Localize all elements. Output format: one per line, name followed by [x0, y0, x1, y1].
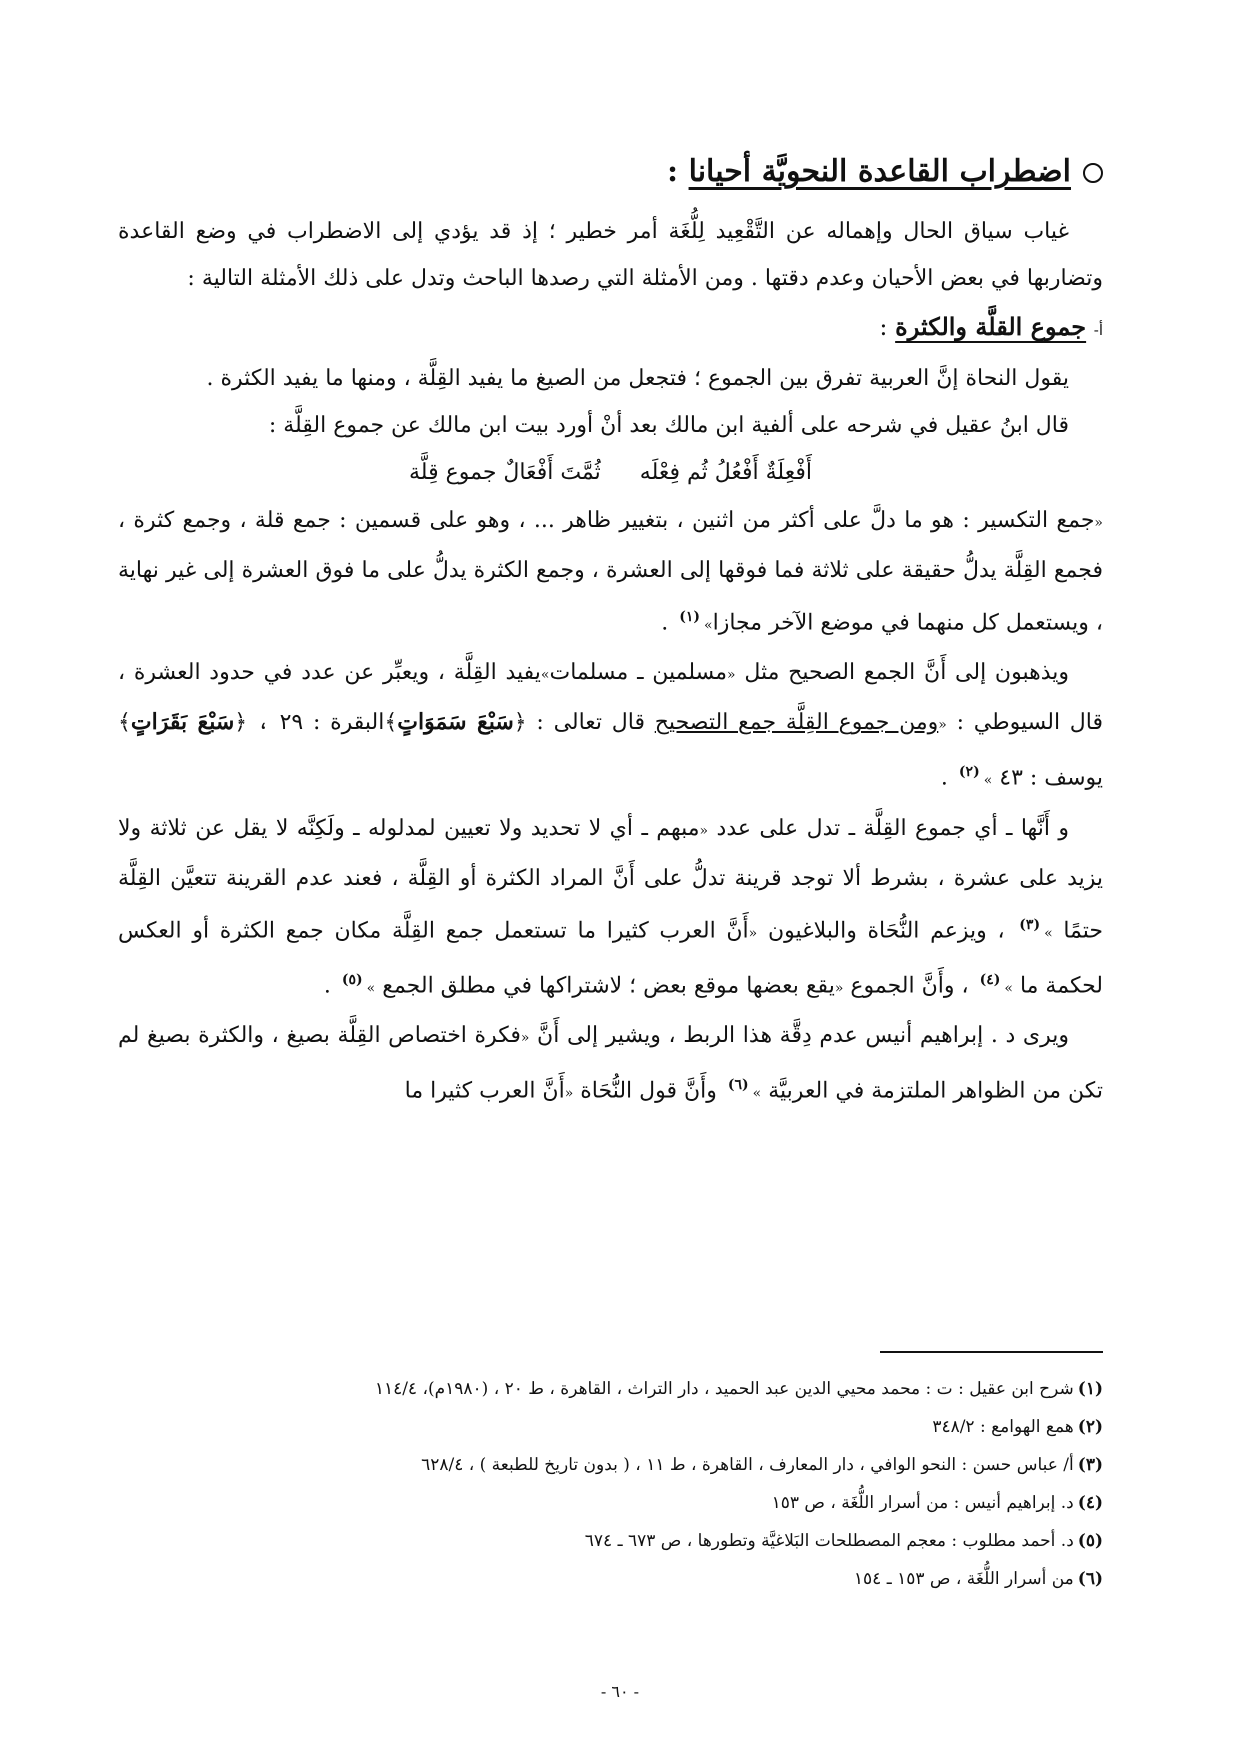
quote-mark: » [1044, 924, 1053, 941]
footnote-number: (٥) [1077, 1531, 1103, 1551]
footnote-2 [118, 1408, 1103, 1446]
footnote-number: (٣) [1077, 1455, 1103, 1475]
text-run: قال تعالى : ﴿ [513, 710, 655, 736]
footnote-1 [118, 1370, 1103, 1408]
footnote-ref-2[interactable]: (٢) [958, 764, 980, 781]
paragraph-4 [118, 497, 1103, 649]
text-run: ﴾البقرة : ٢٩ ، ﴿ [234, 710, 398, 736]
text-run: مبهم ـ أي لا تحديد ولا تعيين لمدلوله ـ ولَكِنَّه لا يقل عن ثلاثة ولا يزيد على عشرة ، بشرط ألا توجد قرينة تدلُّ على أَنَّ المراد الكثرة أو القِلَّة ، فعند عدم القرينة تتعيَّن القِلَّة حتمًا [118, 815, 1104, 943]
quote-mark: » [1004, 980, 1013, 997]
paragraph-5 [118, 649, 1103, 804]
sentence-end: . [661, 610, 676, 636]
footnote-ref-1[interactable]: (١) [679, 609, 701, 625]
footnote-text: د. أحمد مطلوب : معجم المصطلحات البَلاغيَّة وتطورها ، ص ٦٧٣ ـ ٦٧٤ [584, 1531, 1074, 1551]
text-run: مسلمين ـ مسلمات [549, 660, 728, 686]
subheading-suffix: : [879, 313, 896, 341]
footnote-5 [118, 1522, 1103, 1560]
footnote-ref-4[interactable]: (٤) [979, 971, 1001, 988]
quote-mark: » [983, 772, 993, 789]
footnote-text: د. إبراهيم أنيس : من أسرار اللُّغَة ، ص ١٥٣ [771, 1493, 1074, 1513]
footnote-4 [118, 1484, 1103, 1522]
circle-bullet-icon [1083, 163, 1103, 183]
paragraph-2: يقول النحاة إنَّ العربية تفرق بين الجموع ؛ فتجعل من الصيغ ما يفيد القِلَّة ، ومنها ما يفيد الكثرة . [206, 366, 1069, 391]
footnote-number: (٢) [1077, 1417, 1103, 1437]
text-run: يفيد القِلَّة ، ويعبِّر عن عدد في حدود العشرة ، قال السيوطي : [118, 660, 1104, 736]
underlined-quote: ومن جموع القِلَّة جمع التصحيح [654, 710, 939, 736]
paragraph-1: غياب سياق الحال وإهماله عن التَّقْعِيد لِلُّغَة أمر خطير ؛ إذ قد يؤدي إلى الاضطراب في وضع القاعدة وتضاربها في بعض الأحيان وعدم دقتها . ومن الأمثلة التي رصدها الباحث وتدل على ذلك الأمثلة التالية : [118, 219, 1103, 291]
quote-text: جمع التكسير : هو ما دلَّ على أكثر من اثنين ، بتغيير ظاهر ... ، وهو على قسمين : جمع قلة ، وجمع كثرة ، فجمع القِلَّة يدلُّ حقيقة على ثلاثة فما فوقها إلى العشرة ، وجمع الكثرة يدلُّ على ما فوق العشرة إلى غير نهاية ، ويستعمل كل منهما في موضع الآخر مجازا [118, 508, 1103, 636]
quote-mark: « [748, 924, 758, 941]
text-run: ، ويزعم النُّحَاة والبلاغيون [757, 917, 1016, 943]
quote-mark: » [366, 980, 376, 997]
quote-mark: « [938, 717, 947, 734]
verse-second-hemistich: ثُمَّتَ أَفْعَالٌ جموع قِلَّة [409, 460, 601, 485]
footnote-ref-3[interactable]: (٣) [1019, 916, 1041, 933]
text-run: ويرى د . إبراهيم أنيس عدم دِقَّة هذا الربط ، ويشير إلى أَنَّ [529, 1023, 1069, 1049]
footnote-text: من أسرار اللُّغَة ، ص ١٥٣ ـ ١٥٤ [853, 1569, 1074, 1589]
paragraph-7 [118, 1012, 1103, 1117]
quote-mark: « [1094, 515, 1103, 531]
verse-first-hemistich: أَفْعِلَةٌ أَفْعُلُ ثُم فِعْلَه [639, 460, 812, 485]
footnote-6 [118, 1560, 1103, 1598]
text-run: أَنَّ العرب كثيرا ما تستعمل جمع القِلَّة مكان جمع الكثرة أو العكس لحكمة ما [118, 917, 1103, 999]
quote-mark: « [699, 822, 709, 839]
footnote-number: (١) [1077, 1379, 1103, 1399]
sentence-end: . [323, 973, 338, 999]
quote-mark: « [727, 667, 736, 684]
subheading-marker: أ- [1093, 321, 1103, 339]
text-run: وأَنَّ قول النُّحَاة [573, 1078, 724, 1104]
footnotes [118, 1370, 1103, 1598]
page-body [118, 150, 1103, 1118]
footnote-3 [118, 1446, 1103, 1484]
quote-mark: « [834, 980, 844, 997]
footnote-text: همع الهوامع : ٣٤٨/٢ [932, 1417, 1074, 1437]
section-heading-suffix: : [667, 154, 689, 189]
section-heading [118, 150, 1103, 194]
paragraph-3: قال ابنُ عقيل في شرحه على ألفية ابن مالك بعد أنْ أورد بيت ابن مالك عن جموع القِلَّة : [268, 413, 1069, 438]
quran-phrase-1: سَبْعَ سَمَوَاتٍ [397, 709, 514, 736]
paragraph-6 [118, 805, 1103, 1013]
footnote-separator [880, 1351, 1103, 1353]
text-run: فكرة اختصاص القِلَّة بصيغ ، والكثرة بصيغ لم تكن من الظواهر الملتزمة في العربيَّة [118, 1023, 1103, 1104]
quote-mark: » [704, 617, 713, 634]
text-run: أَنَّ العرب كثيرا ما [404, 1078, 565, 1104]
subheading-text: جموع القلَّة والكثرة [895, 312, 1087, 341]
text-run: و أَنَّها ـ أي جموع القِلَّة ـ تدل على عدد [708, 815, 1069, 841]
quote-mark: » [752, 1085, 762, 1102]
section-heading-text: اضطراب القاعدة النحويَّة أحيانا [688, 154, 1071, 189]
footnote-ref-5[interactable]: (٥) [341, 971, 363, 988]
quote-mark: « [520, 1030, 530, 1047]
quote-mark: « [564, 1085, 574, 1102]
text-run: ، وأَنَّ الجموع [843, 973, 976, 999]
text-run: ويذهبون إلى أَنَّ الجمع الصحيح مثل [735, 660, 1069, 686]
footnote-number: (٦) [1077, 1569, 1103, 1589]
footnote-ref-6[interactable]: (٦) [727, 1077, 749, 1094]
footnote-text: شرح ابن عقيل : ت : محمد محيي الدين عبد الحميد ، دار التراث ، القاهرة ، ط ٢٠ ، (١٩٨٠م)، ١١٤/٤ [374, 1379, 1074, 1399]
quote-mark: » [540, 667, 550, 684]
text-run: ﴾يوسف : ٤٣ [118, 710, 1103, 791]
footnote-number: (٤) [1077, 1493, 1103, 1513]
quran-phrase-2: سَبْعَ بَقَرَاتٍ [130, 709, 235, 736]
page-number: - ٦٠ - [600, 1682, 640, 1701]
text-run: يقع بعضها موقع بعض ؛ لاشتراكها في مطلق الجمع [375, 973, 835, 999]
poem-verse [118, 449, 1103, 497]
footnote-text: أ/ عباس حسن : النحو الوافي ، دار المعارف ، القاهرة ، ط ١١ ، ( بدون تاريخ للطبعة ) ، ٦٢٨/٤ [421, 1455, 1074, 1475]
sentence-end: . [940, 765, 955, 791]
subheading [118, 302, 1103, 355]
